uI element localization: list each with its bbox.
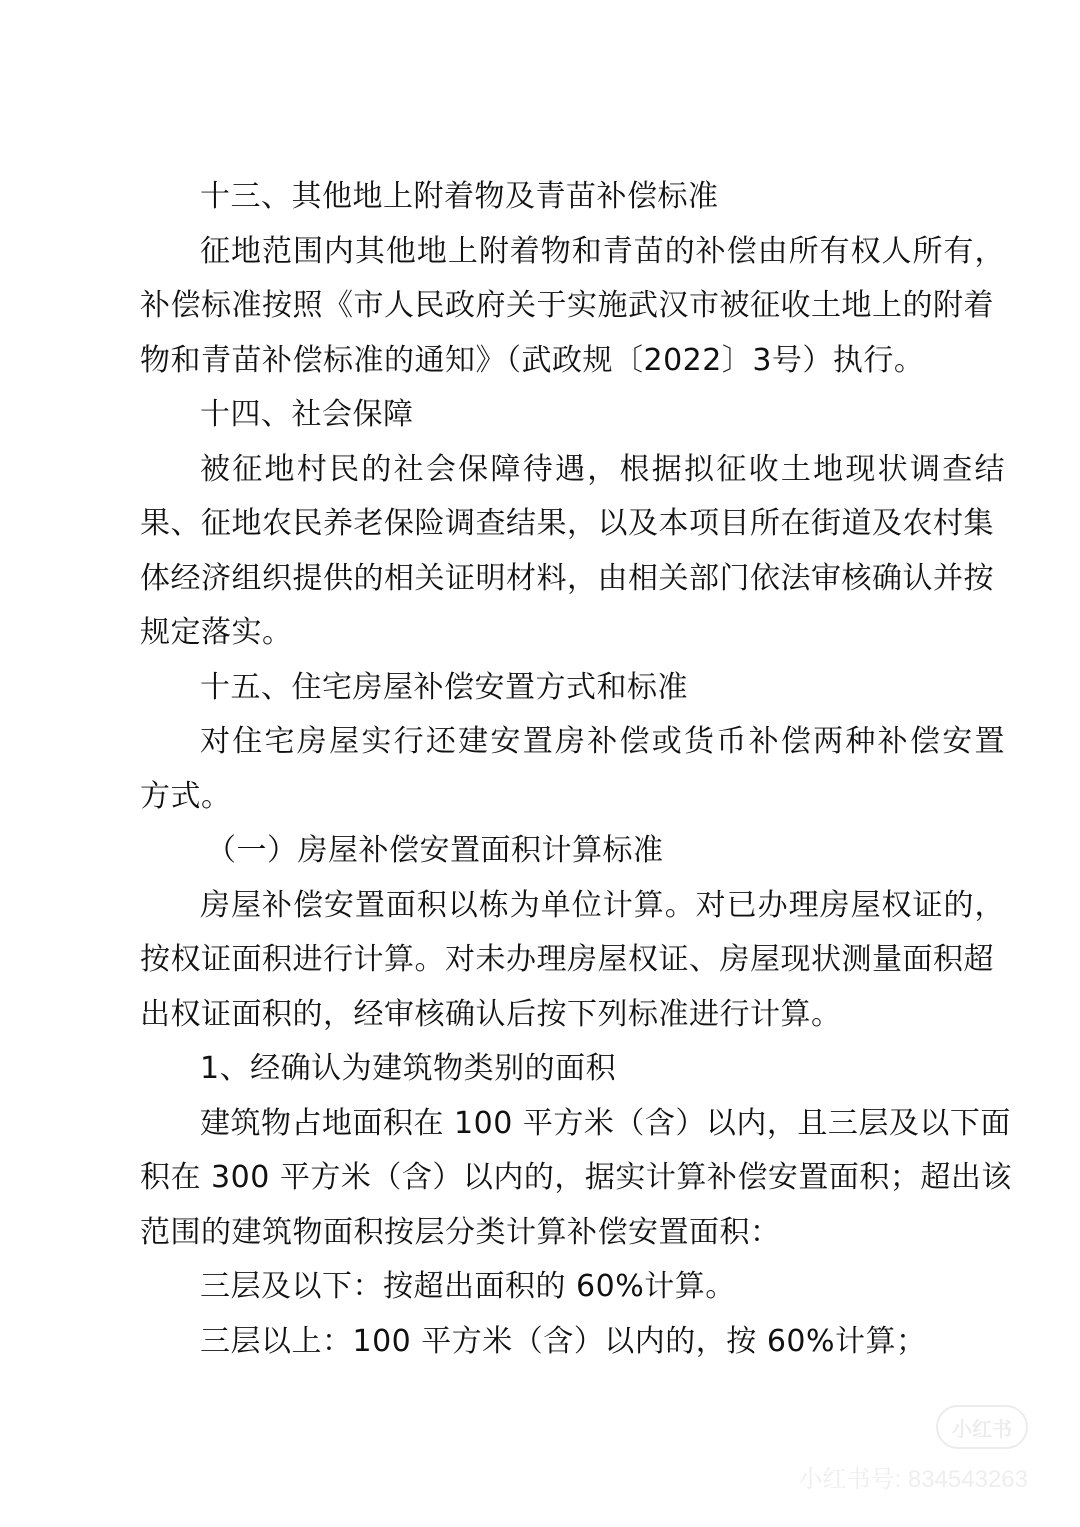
watermark xyxy=(798,1405,1028,1505)
watermark-logo: 小红书 xyxy=(936,1405,1028,1449)
text-line: 征地范围内其他地上附着物和青苗的补偿由所有权人所有， xyxy=(200,233,1005,269)
text-line: 范围的建筑物面积按层分类计算补偿安置面积： xyxy=(140,1214,781,1250)
text-line: 按权证面积进行计算。对未办理房屋权证、房屋现状测量面积超 xyxy=(140,942,994,977)
document-body xyxy=(140,170,1012,1369)
text-line: 十四、社会保障 xyxy=(200,397,414,432)
text-line: 三层以上：100 平方米（含）以内的，按 60%计算； xyxy=(200,1323,927,1359)
watermark-id: 小红书号: 834543263 xyxy=(798,1466,1028,1493)
text-line: 方式。 xyxy=(140,778,232,814)
text-line: 补偿标准按照《市人民政府关于实施武汉市被征收土地上的附着 xyxy=(140,288,994,323)
text-line: 物和青苗补偿标准的通知》（武政规〔2022〕3号）执行。 xyxy=(140,342,925,378)
text-line: 积在 300 平方米（含）以内的，据实计算补偿安置面积；超出该 xyxy=(140,1160,1012,1195)
text-line: 三层及以下：按超出面积的 60%计算。 xyxy=(200,1269,736,1304)
text-line: 规定落实。 xyxy=(140,615,293,650)
text-line: 十五、住宅房屋补偿安置方式和标准 xyxy=(200,669,688,705)
text-line: 被征地村民的社会保障待遇，根据拟征收土地现状调查结 xyxy=(200,451,1005,487)
text-line: 果、征地农民养老保险调查结果，以及本项目所在街道及农村集 xyxy=(140,506,994,541)
text-line: 房屋补偿安置面积以栋为单位计算。对已办理房屋权证的， xyxy=(200,887,1005,923)
text-line: 对住宅房屋实行还建安置房补偿或货币补偿两种补偿安置 xyxy=(200,724,1005,759)
text-line: 十三、其他地上附着物及青苗补偿标准 xyxy=(200,179,719,214)
text-line: 建筑物占地面积在 100 平方米（含）以内，且三层及以下面 xyxy=(200,1105,1011,1141)
text-line: 1、经确认为建筑物类别的面积 xyxy=(200,1051,617,1086)
text-line: 体经济组织提供的相关证明材料，由相关部门依法审核确认并按 xyxy=(140,560,994,596)
text-line: 出权证面积的，经审核确认后按下列标准进行计算。 xyxy=(140,996,842,1032)
text-line: （一）房屋补偿安置面积计算标准 xyxy=(206,833,664,868)
